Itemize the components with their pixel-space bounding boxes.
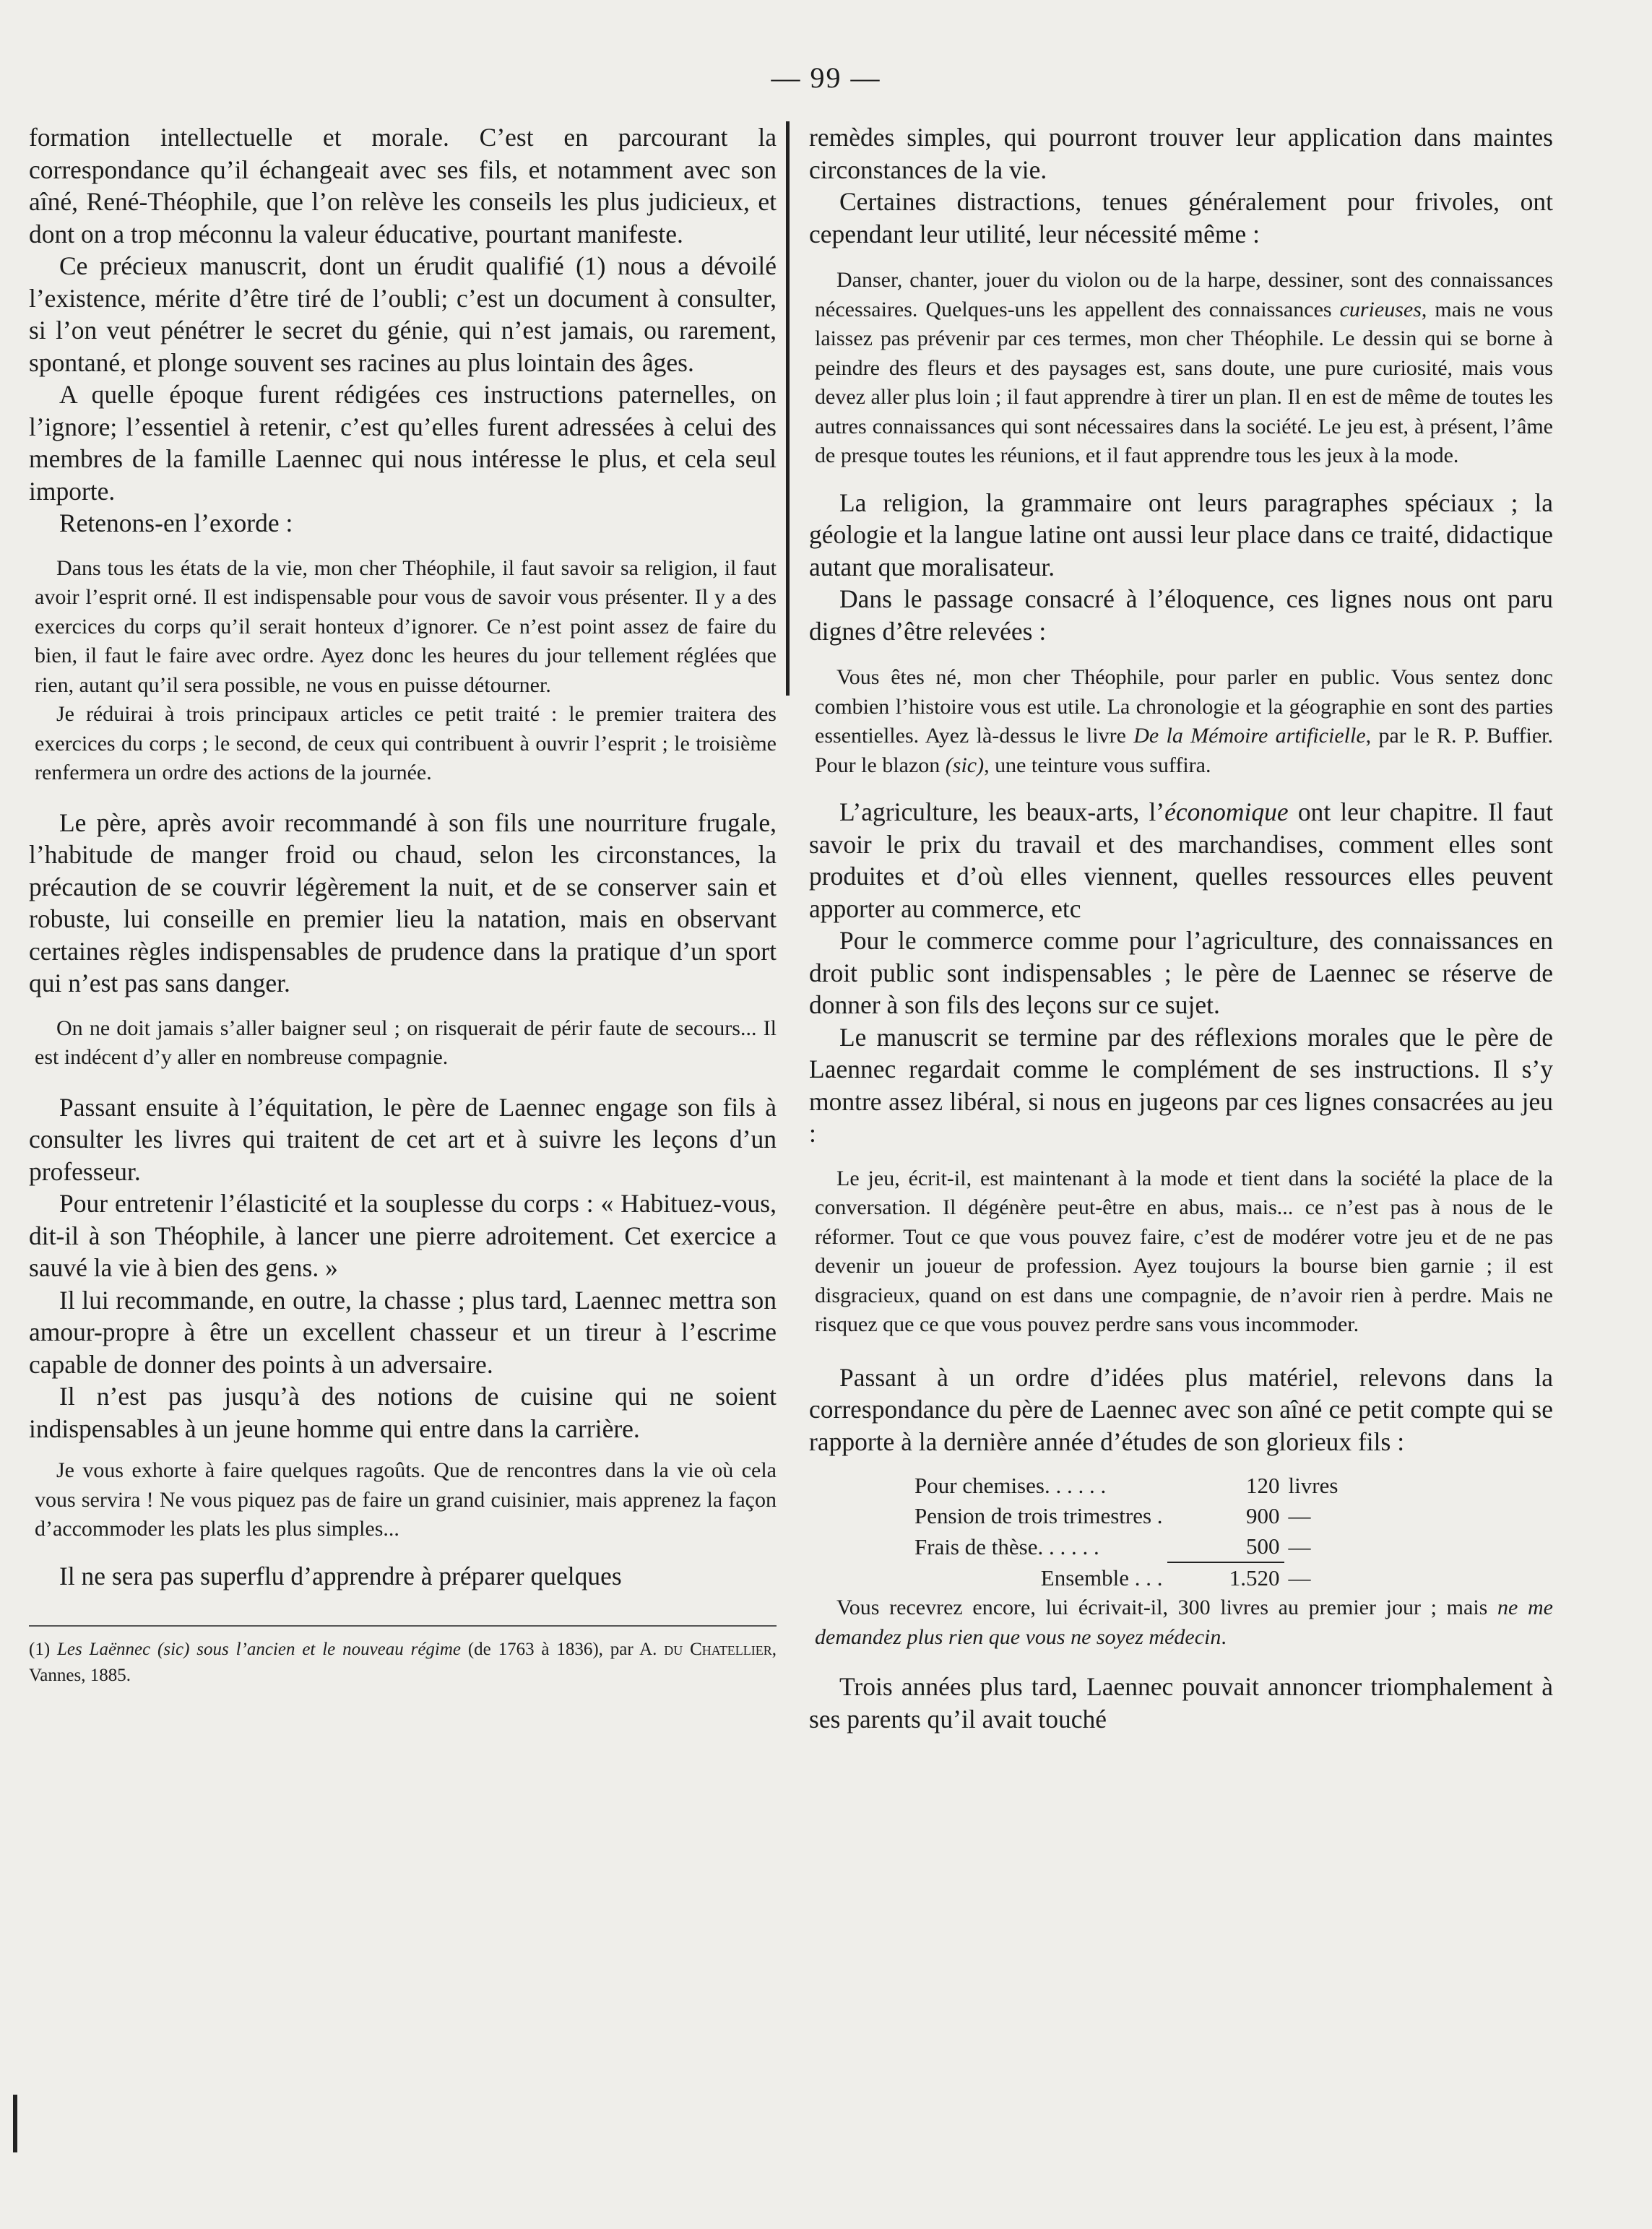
footnote-text: , Vannes, 1885.: [29, 1640, 777, 1685]
paragraph: Trois années plus tard, Laennec pouvait annoncer triomphalement à ses parents qu’il avait touché: [809, 1672, 1553, 1734]
quotation: [809, 1593, 1553, 1652]
paragraph-text: L’agriculture, les beaux-arts, l’: [839, 797, 1165, 826]
paragraph: Il lui recommande, en outre, la chasse ; plus tard, Laennec mettra son amour-propre à être un excellent chasseur et un tireur à l’escrime capable de donner des points à un adversaire.: [29, 1285, 777, 1379]
account-label: Frais de thèse. . . . . .: [914, 1533, 1099, 1559]
paragraph: Retenons-en l’exorde :: [59, 508, 293, 537]
paragraph: [809, 796, 1553, 925]
quotation: Je vous exhorte à faire quelques ragoûts. Que de rencontres dans la vie où cela vous servira ! Ne vous piquez pas de faire un grand cuisinier, mais apprenez la façon d’accommoder les plats les plus simples...: [35, 1458, 777, 1541]
table-total-row: [910, 1562, 1380, 1593]
quotation-text: , une teinture vous suffira.: [984, 753, 1211, 777]
paragraph: La religion, la grammaire ont leurs paragraphes spéciaux ; la géologie et la langue latine ont aussi leur place dans ce traité, didactique autant que moralisateur.: [809, 488, 1553, 581]
quotation: Le jeu, écrit-il, est maintenant à la mode et tient dans la société la place de la conversation. Il dégénère peut-être en abus, mais... ce n’est pas à nous de le réformer. Tout ce que vous pouvez faire, c’est de modérer votre jeu et de ne pas devenir un joueur de profession. Ayez toujours la bourse bien garnie ; il est disgracieux, quand on est dans une compagnie, de n’avoir rien à perdre. Mais ne risquez que ce que vous pouvez perdre sans vous incommoder.: [815, 1166, 1553, 1336]
account-amount: 120: [1246, 1473, 1280, 1498]
quotation-italic: (sic): [945, 753, 985, 777]
paragraph: Il ne sera pas superflu d’apprendre à préparer quelques: [59, 1561, 622, 1590]
table-row: [910, 1501, 1380, 1531]
table-row: [910, 1471, 1380, 1501]
quotation-italic: ne me demandez plus rien que vous ne soyez médecin: [815, 1596, 1553, 1649]
right-column: [809, 121, 1553, 1735]
account-amount: 500: [1246, 1533, 1280, 1559]
account-unit: livres: [1288, 1473, 1339, 1498]
quotation-text: .: [1221, 1624, 1227, 1649]
margin-mark: [13, 2095, 17, 2152]
paragraph: remèdes simples, qui pourront trouver leur application dans maintes circonstances de la vie.: [809, 123, 1553, 184]
paragraph: Passant ensuite à l’équitation, le père de Laennec engage son fils à consulter les livres qui traitent de cet art et à suivre les leçons d’un professeur.: [29, 1092, 777, 1186]
paragraph: Passant à un ordre d’idées plus matériel, relevons dans la correspondance du père de Laennec avec son aîné ce petit compte qui se rapporte à la dernière année d’études de son glorieux fils :: [809, 1362, 1553, 1456]
paragraph: Certaines distractions, tenues généralement pour frivoles, ont cependant leur utilité, leur nécessité même :: [809, 187, 1553, 248]
account-unit: —: [1288, 1503, 1311, 1528]
footnote: [29, 1637, 777, 1689]
paragraph-italic: économique: [1164, 797, 1289, 826]
account-unit: —: [1288, 1533, 1311, 1559]
footnote-text: (de 1763 à 1836), par A.: [461, 1640, 665, 1659]
paragraph: Le père, après avoir recommandé à son fils une nourriture frugale, l’habitude de manger froid ou chaud, selon les circonstances, la précaution de se couvrir légèrement la nuit, et de se conserver sain et robuste, lui conseille en premier lieu la natation, mais en observant certaines règles indispensables de prudence dans la pratique d’un sport qui n’est pas sans danger.: [29, 808, 777, 997]
page-number: — 99 —: [771, 61, 881, 94]
paragraph: formation intellectuelle et morale. C’est en parcourant la correspondance qu’il échangeait avec ses fils, et notamment avec son aîné, René-Théophile, que l’on relève les conseils les plus judicieux, et dont on a trop méconnu la valeur éducative, pourtant manifeste.: [29, 123, 777, 248]
left-column: [29, 121, 777, 1689]
paragraph: Dans le passage consacré à l’éloquence, ces lignes nous ont paru dignes d’être relevées :: [809, 584, 1553, 646]
footnote-rule: [29, 1625, 777, 1627]
footnote-number: (1): [29, 1640, 51, 1659]
paragraph: Il n’est pas jusqu’à des notions de cuisine qui ne soient indispensables à un jeune homme qui entre dans la carrière.: [29, 1382, 777, 1443]
paragraph: Pour entretenir l’élasticité et la souplesse du corps : « Habituez-vous, dit-il à son Théophile, à lancer une pierre adroitement. Cet exercice a sauvé la vie à bien des gens. »: [29, 1189, 777, 1282]
quotation-text: , mais ne vous laissez pas prévenir par ces termes, mon cher Théophile. Le dessin qui se borne à peindre des fleurs et des paysages est, sans doute, une pure curiosité, mais vous devez aller plus loin ; il faut apprendre à tirer un plan. Il en est de même de toutes les autres connaissances qui sont nécessaires dans la société. Le jeu est, à présent, l’âme de presque toutes les réunions, et il faut apprendre tous les jeux à la mode.: [815, 297, 1553, 467]
footnote-title: Les Laënnec (sic) sous l’ancien et le nouveau régime: [56, 1640, 462, 1659]
quotation: [809, 663, 1553, 780]
account-amount: 900: [1246, 1503, 1280, 1528]
paragraph: Le manuscrit se termine par des réflexions morales que le père de Laennec regardait comme le complément de ses instructions. Il s’y montre assez libéral, si nous en jugeons par ces lignes consacrées au jeu :: [809, 1022, 1553, 1148]
quotation: On ne doit jamais s’aller baigner seul ; on risquerait de périr faute de secours... Il est indécent d’y aller en nombreuse compagnie.: [35, 1016, 777, 1069]
quotation: Je réduirai à trois principaux articles ce petit traité : le premier traitera des exercices du corps ; le second, de ceux qui contribuent à ouvrir l’esprit ; le troisième renfermera un ordre des actions de la journée.: [35, 702, 777, 784]
paragraph: Ce précieux manuscrit, dont un érudit qualifié (1) nous a dévoilé l’existence, mérite d’être tiré de l’oubli; c’est un document à consulter, si l’on veut pénétrer le secret du génie, qui n’est jamais, ou rarement, spontané, et plonge souvent ses racines au plus lointain des âges.: [29, 251, 777, 377]
quotation: [809, 266, 1553, 471]
accounts-table: [910, 1471, 1380, 1593]
total-unit: —: [1288, 1564, 1311, 1590]
column-rule: [786, 121, 790, 696]
quotation-text: Vous recevrez encore, lui écrivait-il, 300 livres au premier jour ; mais: [836, 1596, 1498, 1619]
quotation-italic: curieuses: [1339, 297, 1422, 321]
quotation-text: , par le R. P. Buffier. Pour le blazon: [815, 724, 1553, 777]
paragraph: A quelle époque furent rédigées ces instructions paternelles, on l’ignore; l’essentiel à retenir, c’est qu’elles furent adressées à celui des membres de la famille Laennec qui nous intéresse le plus, et cela seul importe.: [29, 380, 777, 506]
account-label: Pension de trois trimestres .: [914, 1503, 1163, 1528]
paragraph-text: ont leur chapitre. Il faut savoir le prix du travail et des marchandises, comment elles sont produites et d’où elles viennent, quelles ressources elles peuvent apporter au commerce, etc: [809, 797, 1553, 923]
quotation: Dans tous les états de la vie, mon cher Théophile, il faut savoir sa religion, il faut avoir l’esprit orné. Il est indispensable pour vous de savoir vous présenter. Il y a des exercices du corps qu’il serait honteux d’ignorer. Ce n’est point assez de faire du bien, il faut le faire avec ordre. Ayez donc les heures du jour tellement réglées que rien, autant qu’il sera possible, ne vous en puisse détourner.: [35, 555, 777, 697]
total-amount: 1.520: [1167, 1562, 1284, 1593]
quotation-italic: De la Mémoire artificielle: [1133, 724, 1366, 748]
quotation-text: Vous êtes né, mon cher Théophile, pour parler en public. Vous sentez donc combien l’histoire vous est utile. La chronologie et la géographie en sont des parties essentielles. Ayez là-dessus le livre: [815, 665, 1553, 748]
paragraph: Pour le commerce comme pour l’agriculture, des connaissances en droit public sont indispensables ; le père de Laennec se réserve de donner à son fils des leçons sur ce sujet.: [809, 926, 1553, 1019]
total-label: Ensemble . . .: [1040, 1564, 1163, 1590]
table-row: [910, 1531, 1380, 1562]
account-label: Pour chemises. . . . . .: [914, 1473, 1107, 1498]
quotation-text: Danser, chanter, jouer du violon ou de la harpe, dessiner, sont des connaissances nécessaires. Quelques-uns les appellent des connaissances: [815, 268, 1553, 321]
footnote-author: du Chatellier: [664, 1640, 772, 1659]
